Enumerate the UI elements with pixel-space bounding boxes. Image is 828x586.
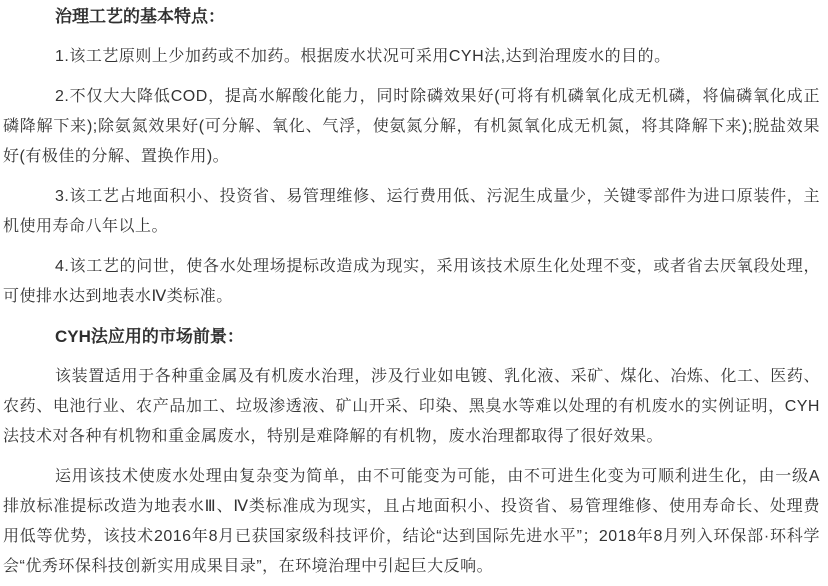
paragraph-technology-achievements: 运用该技术使废水处理由复杂变为简单，由不可能变为可能，由不可进生化变为可顺利进生化，由一级A排放标准提标改造为地表水Ⅲ、Ⅳ类标准成为现实，且占地面积小、投资省、易管理维修、使用寿命长、处理费用低等优势，该技术2016年8月已获国家级科技评价，结论“达到国际先进水平”；2018年8月列入环保部·环科学会“优秀环保科技创新实用成果目录”，在环境治理中引起巨大反响。 bbox=[3, 468, 820, 575]
section-heading-market-prospects: CYH法应用的市场前景： bbox=[55, 327, 244, 346]
paragraph-feature-1: 1.该工艺原则上少加药或不加药。根据废水状况可采用CYH法,达到治理废水的目的。 bbox=[55, 48, 671, 65]
paragraph-feature-3: 3.该工艺占地面积小、投资省、易管理维修、运行费用低、污泥生成量少，关键零部件为进口原装件，主机使用寿命八年以上。 bbox=[3, 188, 820, 235]
paragraph-feature-4: 4.该工艺的问世，使各水处理场提标改造成为现实，采用该技术原生化处理不变，或者省去厌氧段处理，可使排水达到地表水Ⅳ类标准。 bbox=[3, 258, 820, 305]
paragraph-application-industries: 该装置适用于各种重金属及有机废水治理，涉及行业如电镀、乳化液、采矿、煤化、冶炼、化工、医药、农药、电池行业、农产品加工、垃圾渗透液、矿山开采、印染、黑臭水等难以处理的有机废水的实例证明，CYH 法技术对各种有机物和重金属废水，特别是难降解的有机物，废水治理都取得了很好效果。 bbox=[3, 368, 820, 445]
section-heading-process-features: 治理工艺的基本特点： bbox=[55, 7, 225, 26]
paragraph-feature-2: 2.不仅大大降低COD，提高水解酸化能力，同时除磷效果好(可将有机磷氧化成无机磷，将偏磷氧化成正磷降解下来);除氨氮效果好(可分解、氧化、气浮，使氨氮分解，有机氮氧化成无机氮，将其降解下来);脱盐效果好(有极佳的分解、置换作用)。 bbox=[3, 88, 820, 165]
